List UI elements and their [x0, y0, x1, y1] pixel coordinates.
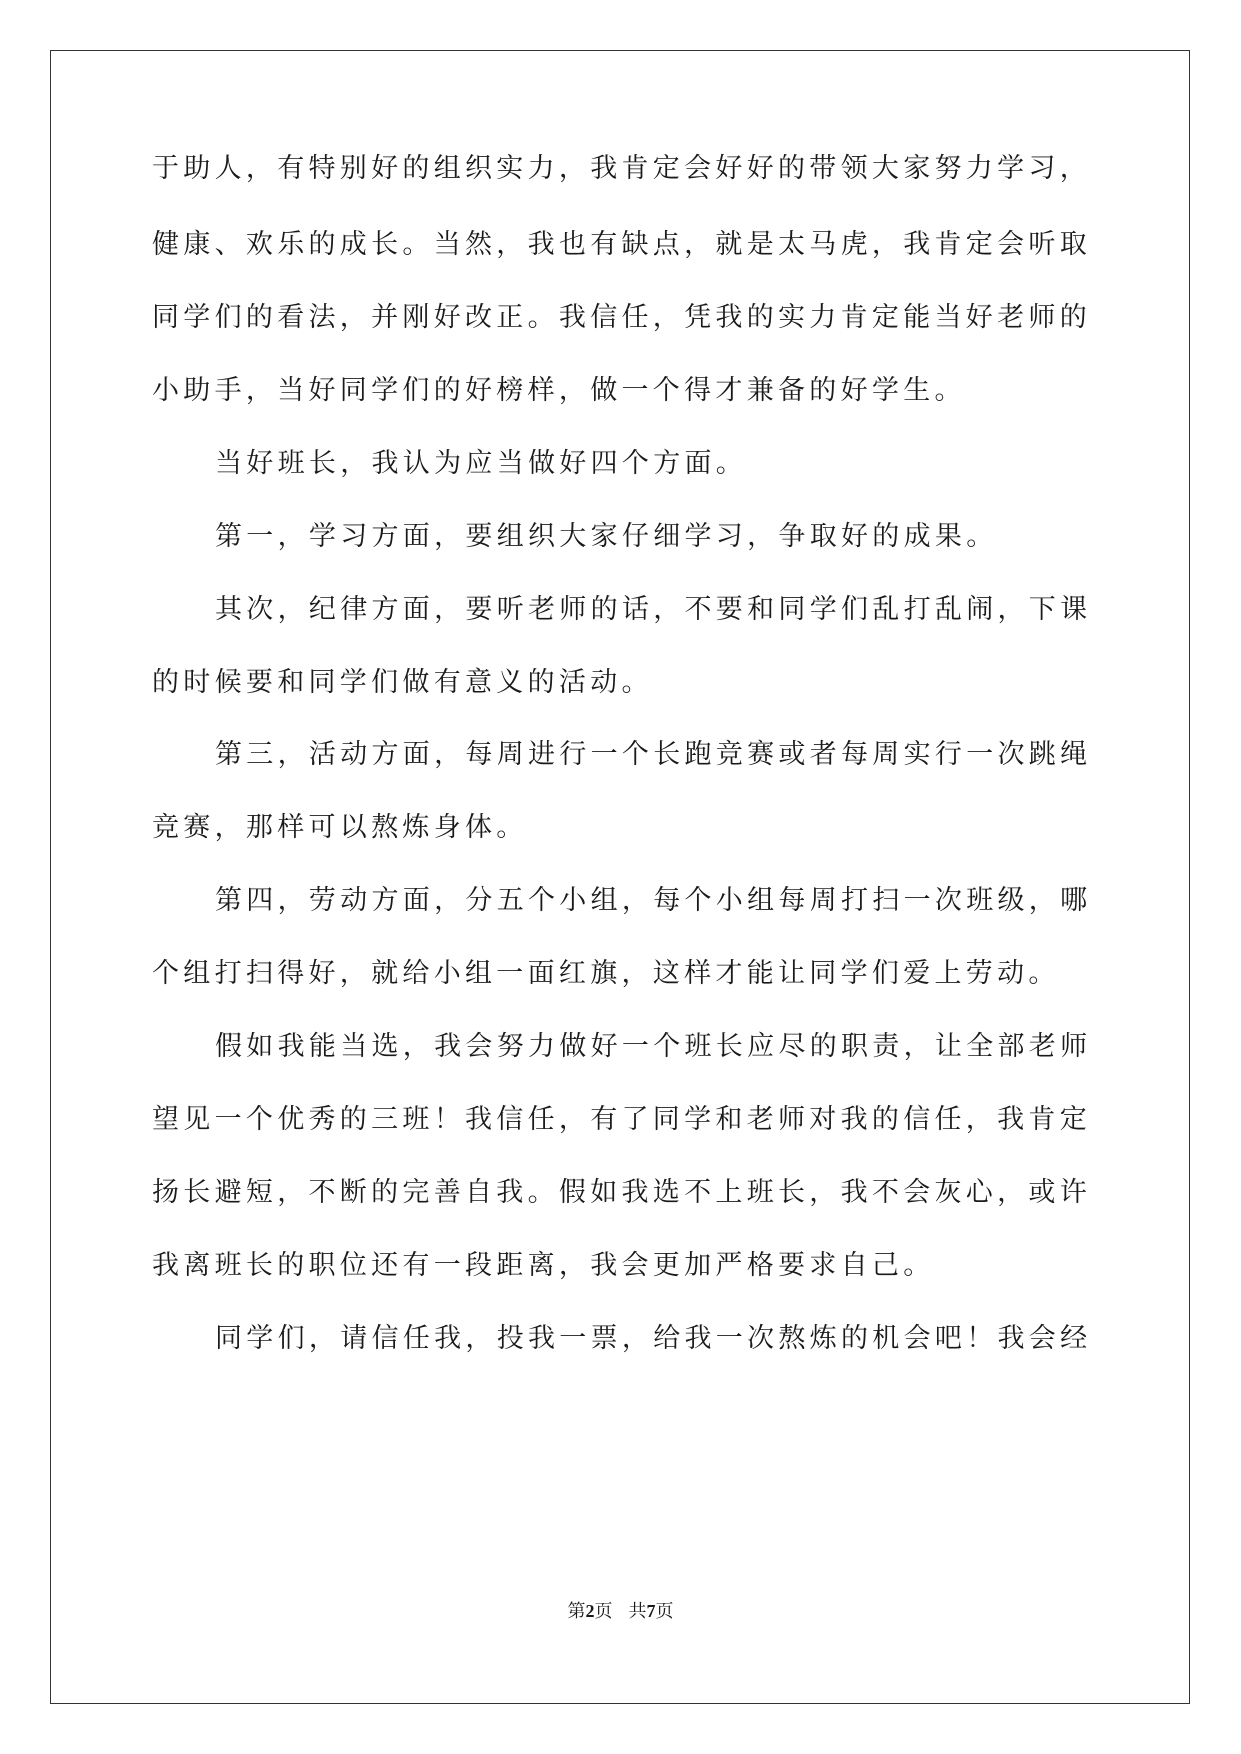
text-line: 于助人，有特别好的组织实力，我肯定会好好的带领大家努力学习， — [152, 153, 1091, 184]
text-line: 扬长避短，不断的完善自我。假如我选不上班长，我不会灰心，或许 — [152, 1177, 1091, 1208]
paragraph-start-line: 其次，纪律方面，要听老师的话，不要和同学们乱打乱闹，下课 — [215, 594, 1092, 625]
text-line: 望见一个优秀的三班！我信任，有了同学和老师对我的信任，我肯定 — [152, 1104, 1091, 1135]
paragraph-start-line: 当好班长，我认为应当做好四个方面。 — [215, 448, 748, 479]
text-line: 小助手，当好同学们的好榜样，做一个得才兼备的好学生。 — [152, 375, 966, 406]
text-line: 竞赛，那样可以熬炼身体。 — [152, 812, 528, 843]
paragraph-start-line: 第一，学习方面，要组织大家仔细学习，争取好的成果。 — [215, 521, 998, 552]
paragraph-start-line: 第四，劳动方面，分五个小组，每个小组每周打扫一次班级，哪 — [215, 885, 1092, 916]
text-line: 健康、欢乐的成长。当然，我也有缺点，就是太马虎，我肯定会听取 — [152, 229, 1091, 260]
paragraph-start-line: 第三，活动方面，每周进行一个长跑竞赛或者每周实行一次跳绳 — [215, 739, 1092, 770]
page-border — [50, 50, 1190, 1704]
page-footer — [0, 1599, 1241, 1623]
text-line: 我离班长的职位还有一段距离，我会更加严格要求自己。 — [152, 1250, 935, 1281]
text-line: 的时候要和同学们做有意义的活动。 — [152, 667, 653, 698]
text-line: 同学们的看法，并刚好改正。我信任，凭我的实力肯定能当好老师的 — [152, 302, 1091, 333]
paragraph-start-line: 同学们，请信任我，投我一票，给我一次熬炼的机会吧！我会经 — [215, 1323, 1092, 1354]
paragraph-start-line: 假如我能当选，我会努力做好一个班长应尽的职责，让全部老师 — [215, 1031, 1092, 1062]
page-label: 第2页 — [567, 1601, 613, 1621]
text-line: 个组打扫得好，就给小组一面红旗，这样才能让同学们爱上劳动。 — [152, 958, 1060, 989]
total-pages-label: 共7页 — [628, 1601, 674, 1621]
